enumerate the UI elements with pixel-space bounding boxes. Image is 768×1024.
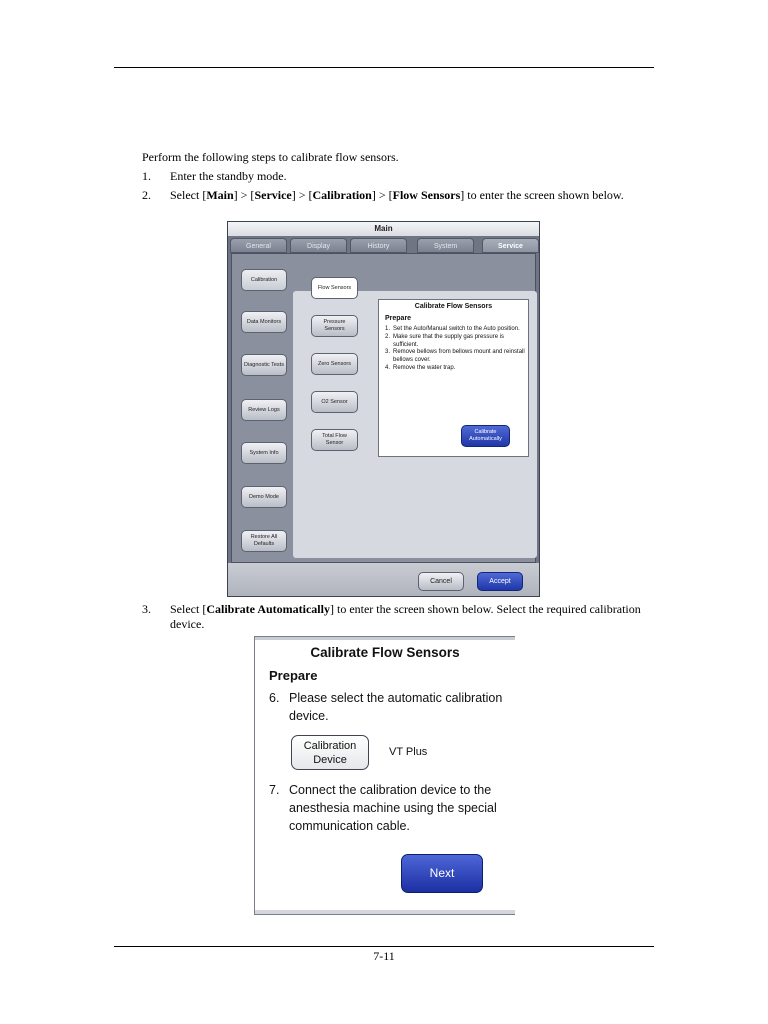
calibrate-automatically-button[interactable]: Calibrate Automatically: [461, 425, 510, 447]
demo-mode-button[interactable]: Demo Mode: [241, 486, 287, 508]
calibration-device-figure: [254, 636, 515, 915]
list-item: 2. Make sure that the supply gas pressure is sufficient.: [385, 333, 505, 348]
next-button[interactable]: Next: [401, 854, 483, 893]
frame-edge: [255, 637, 515, 640]
page-number: 7-11: [373, 949, 395, 963]
tab-bar: [230, 238, 537, 253]
list-item: 3. Remove bellows from bellows mount and reinstall bellows cover.: [385, 349, 525, 364]
tab-history[interactable]: History: [350, 238, 407, 253]
system-info-button[interactable]: System Info: [241, 442, 287, 464]
list-item: 1. Set the Auto/Manual switch to the Auto position.: [385, 326, 520, 332]
flow-sensors-button[interactable]: Flow Sensors: [311, 277, 358, 299]
card-section-heading: Prepare: [385, 315, 412, 322]
tab-display[interactable]: Display: [290, 238, 347, 253]
card-title: Calibrate Flow Sensors: [414, 303, 493, 310]
header-rule: [114, 67, 654, 68]
calibration-button[interactable]: Calibration: [241, 269, 287, 291]
instruction-7: 7. Connect the calibration device to the anesthesia machine using the special communication cable.: [269, 783, 497, 833]
service-panel: [231, 253, 536, 563]
service-screen-figure: [227, 221, 540, 597]
bottom-bar: [228, 563, 539, 597]
step-number: 3.: [142, 602, 151, 616]
window-title: Main: [228, 222, 539, 236]
step-text: Select [Calibrate Automatically] to enter the screen shown below. Select the required calibration device.: [170, 602, 641, 631]
zero-sensors-button[interactable]: Zero Sensors: [311, 353, 358, 375]
instruction-6: 6. Please select the automatic calibration device.: [269, 691, 503, 723]
tab-system[interactable]: System: [417, 238, 474, 253]
diagnostic-tests-button[interactable]: Diagnostic Tests: [241, 354, 287, 376]
section-heading: Prepare: [269, 668, 318, 683]
list-item: 4. Remove the water trap.: [385, 364, 456, 371]
step-number: 1.: [142, 169, 151, 183]
footer-rule: [114, 946, 654, 947]
prepare-list: [385, 326, 525, 373]
step-text: Enter the standby mode.: [170, 169, 287, 183]
pressure-sensors-button[interactable]: Pressure Sensors: [311, 315, 358, 337]
calibrate-flow-sensors-card: [378, 299, 529, 457]
dialog-title: Calibrate Flow Sensors: [310, 645, 460, 660]
accept-button[interactable]: Accept: [477, 572, 523, 591]
data-monitors-button[interactable]: Data Monitors: [241, 311, 287, 333]
review-logs-button[interactable]: Review Logs: [241, 399, 287, 421]
selected-device-value: VT Plus: [389, 746, 428, 758]
calibration-device-button[interactable]: Calibration Device: [291, 735, 369, 770]
o2-sensor-button[interactable]: O2 Sensor: [311, 391, 358, 413]
frame-edge: [255, 910, 515, 914]
cancel-button[interactable]: Cancel: [418, 572, 464, 591]
total-flow-sensor-button[interactable]: Total Flow Sensor: [311, 429, 358, 451]
restore-all-defaults-button[interactable]: Restore All Defaults: [241, 530, 287, 552]
step-text: Select [Main] > [Service] > [Calibration] > [Flow Sensors] to enter the screen shown below.: [170, 188, 624, 202]
tab-general[interactable]: General: [230, 238, 287, 253]
step-number: 2.: [142, 188, 151, 202]
intro-text: Perform the following steps to calibrate flow sensors.: [142, 150, 399, 164]
tab-service[interactable]: Service: [482, 238, 539, 253]
